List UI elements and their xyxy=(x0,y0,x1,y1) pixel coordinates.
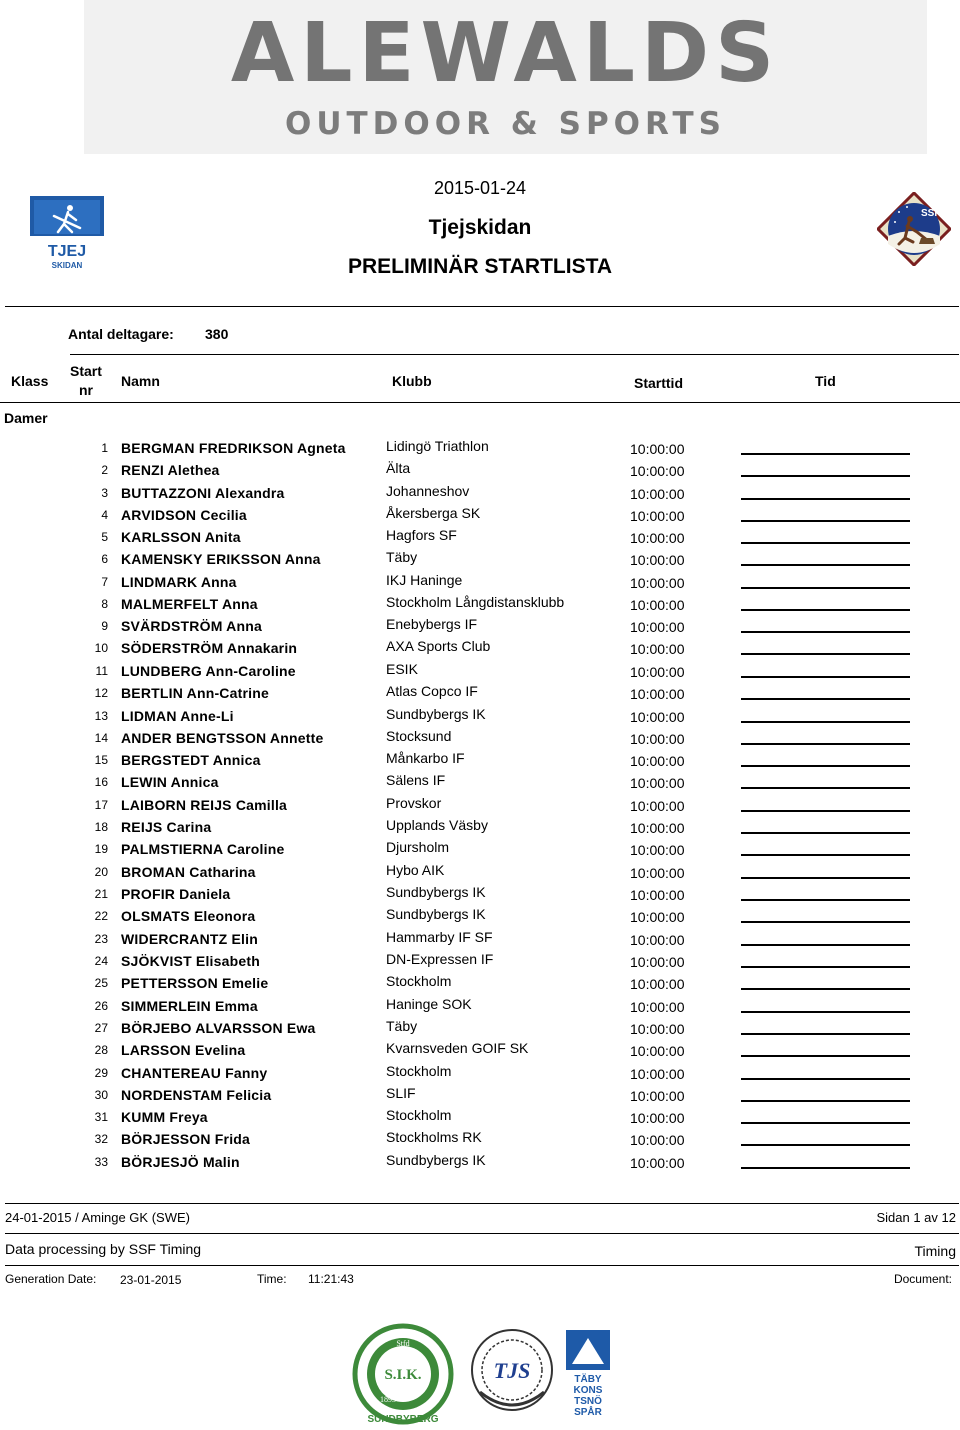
event-date: 2015-01-24 xyxy=(433,178,527,198)
athlete-name: BÖRJESJÖ Malin xyxy=(121,1154,240,1170)
start-number: 7 xyxy=(101,575,108,589)
start-time: 10:00:00 xyxy=(630,441,685,457)
club-name: Enebybergs IF xyxy=(386,616,478,632)
result-blank-line xyxy=(741,1122,910,1124)
table-row xyxy=(0,884,960,906)
result-blank-line xyxy=(741,564,910,566)
start-time: 10:00:00 xyxy=(630,976,685,992)
athlete-name: MALMERFELT Anna xyxy=(121,596,258,612)
start-time: 10:00:00 xyxy=(630,909,685,925)
page-indicator: Sidan 1 av 12 xyxy=(876,1210,956,1225)
athlete-name: LARSSON Evelina xyxy=(121,1042,246,1058)
timing-label: Timing xyxy=(914,1243,956,1259)
table-row xyxy=(0,460,960,482)
result-blank-line xyxy=(741,988,910,990)
club-name: Sundbybergs IK xyxy=(386,706,486,722)
table-row xyxy=(0,795,960,817)
result-blank-line xyxy=(741,653,910,655)
club-name: Älta xyxy=(386,460,411,476)
club-name: Månkarbo IF xyxy=(386,750,465,766)
club-name: IKJ Haninge xyxy=(386,572,463,588)
columns-bottom-rule xyxy=(0,402,960,403)
athlete-name: RENZI Alethea xyxy=(121,462,220,478)
club-name: Stockholms RK xyxy=(386,1129,482,1145)
start-time: 10:00:00 xyxy=(630,865,685,881)
result-blank-line xyxy=(741,1033,910,1035)
start-time: 10:00:00 xyxy=(630,842,685,858)
generation-date-value: 23-01-2015 xyxy=(120,1273,182,1287)
document-label: Document: xyxy=(893,1272,952,1286)
result-blank-line xyxy=(741,966,910,968)
table-row xyxy=(0,572,960,594)
athlete-name: BERGMAN FREDRIKSON Agneta xyxy=(121,440,346,456)
result-blank-line xyxy=(741,498,910,500)
table-row xyxy=(0,616,960,638)
start-time: 10:00:00 xyxy=(630,999,685,1015)
sik-top-text: Stfd xyxy=(396,1339,410,1348)
athlete-name: LEWIN Annica xyxy=(121,774,219,790)
athlete-name: ARVIDSON Cecilia xyxy=(121,507,247,523)
start-time: 10:00:00 xyxy=(630,1043,685,1059)
start-number: 25 xyxy=(94,976,108,990)
result-blank-line xyxy=(741,854,910,856)
start-number: 32 xyxy=(94,1132,108,1146)
time-label: Time: xyxy=(257,1272,287,1286)
start-time: 10:00:00 xyxy=(630,932,685,948)
athlete-name: REIJS Carina xyxy=(121,819,212,835)
club-name: Sundbybergs IK xyxy=(386,884,486,900)
start-time: 10:00:00 xyxy=(630,1132,685,1148)
club-name: Sälens IF xyxy=(386,772,446,788)
banner-subtitle: OUTDOOR & SPORTS xyxy=(285,106,726,142)
start-number: 5 xyxy=(101,530,108,544)
club-name: Täby xyxy=(386,549,418,565)
table-row xyxy=(0,661,960,683)
banner-title: ALEWALDS xyxy=(230,6,781,101)
start-number: 14 xyxy=(94,731,108,745)
club-name: Stockholm xyxy=(386,973,452,989)
club-name: ESIK xyxy=(386,661,418,677)
table-row xyxy=(0,929,960,951)
participants-count: 380 xyxy=(205,326,229,342)
start-number: 1 xyxy=(101,441,108,455)
athlete-name: WIDERCRANTZ Elin xyxy=(121,931,258,947)
table-row xyxy=(0,505,960,527)
result-blank-line xyxy=(741,787,910,789)
result-blank-line xyxy=(741,810,910,812)
svg-text:SKIDAN: SKIDAN xyxy=(51,261,83,270)
club-name: Täby xyxy=(386,1018,418,1034)
header-divider xyxy=(5,306,959,307)
club-name: Hammarby IF SF xyxy=(386,929,493,945)
start-time: 10:00:00 xyxy=(630,798,685,814)
result-blank-line xyxy=(741,1011,910,1013)
start-number: 3 xyxy=(101,486,108,500)
table-row xyxy=(0,527,960,549)
start-time: 10:00:00 xyxy=(630,1155,685,1171)
table-row xyxy=(0,1152,960,1174)
footer-venue: 24-01-2015 / Aminge GK (SWE) xyxy=(5,1210,190,1225)
col-klubb: Klubb xyxy=(392,373,432,389)
start-number: 24 xyxy=(94,954,108,968)
club-name: Atlas Copco IF xyxy=(386,683,478,699)
start-time: 10:00:00 xyxy=(630,731,685,747)
start-time: 10:00:00 xyxy=(630,530,685,546)
club-name: Stocksund xyxy=(386,728,452,744)
col-start: Start xyxy=(70,363,102,379)
athlete-name: SJÖKVIST Elisabeth xyxy=(121,953,260,969)
start-time: 10:00:00 xyxy=(630,508,685,524)
table-row xyxy=(0,772,960,794)
start-time: 10:00:00 xyxy=(630,709,685,725)
result-blank-line xyxy=(741,921,910,923)
start-number: 13 xyxy=(94,709,108,723)
result-blank-line xyxy=(741,698,910,700)
athlete-name: PROFIR Daniela xyxy=(121,886,231,902)
col-nr: nr xyxy=(79,382,93,398)
start-number: 8 xyxy=(101,597,108,611)
start-number: 9 xyxy=(101,619,108,633)
athlete-name: BERGSTEDT Annica xyxy=(121,752,261,768)
start-time: 10:00:00 xyxy=(630,686,685,702)
start-time: 10:00:00 xyxy=(630,575,685,591)
table-row xyxy=(0,1018,960,1040)
result-blank-line xyxy=(741,542,910,544)
athlete-name: KARLSSON Anita xyxy=(121,529,241,545)
start-number: 11 xyxy=(95,664,108,678)
start-number: 19 xyxy=(94,842,108,856)
club-name: Haninge SOK xyxy=(386,996,472,1012)
athlete-name: SÖDERSTRÖM Annakarin xyxy=(121,640,298,656)
club-name: Djursholm xyxy=(386,839,450,855)
col-klass: Klass xyxy=(11,373,49,389)
table-row xyxy=(0,1063,960,1085)
athlete-name: OLSMATS Eleonora xyxy=(121,908,256,924)
start-number: 26 xyxy=(94,999,108,1013)
start-number: 22 xyxy=(94,909,108,923)
start-number: 18 xyxy=(94,820,108,834)
col-starttid: Starttid xyxy=(634,375,683,391)
athlete-name: LINDMARK Anna xyxy=(121,574,237,590)
result-blank-line xyxy=(741,899,910,901)
start-number: 12 xyxy=(94,686,108,700)
club-name: Hagfors SF xyxy=(386,527,457,543)
result-blank-line xyxy=(741,944,910,946)
club-name: Lidingö Triathlon xyxy=(386,438,489,454)
svg-text:TJEJ: TJEJ xyxy=(47,243,87,260)
sik-year: 1893 xyxy=(380,1395,396,1404)
start-number: 29 xyxy=(94,1066,108,1080)
table-row xyxy=(0,594,960,616)
table-row xyxy=(0,1085,960,1107)
sik-name: SUNDBYBERG xyxy=(367,1414,439,1425)
col-tid: Tid xyxy=(815,373,836,389)
athlete-name: PALMSTIERNA Caroline xyxy=(121,841,285,857)
table-row xyxy=(0,906,960,928)
start-number: 2 xyxy=(101,463,108,477)
athlete-name: BÖRJESSON Frida xyxy=(121,1131,251,1147)
athlete-name: SIMMERLEIN Emma xyxy=(121,998,258,1014)
club-name: SLIF xyxy=(386,1085,416,1101)
taby-line-4: SPÅR xyxy=(574,1407,602,1418)
start-time: 10:00:00 xyxy=(630,1110,685,1126)
table-row xyxy=(0,996,960,1018)
start-time: 10:00:00 xyxy=(630,954,685,970)
table-row xyxy=(0,1129,960,1151)
result-blank-line xyxy=(741,676,910,678)
athlete-name: BÖRJEBO ALVARSSON Ewa xyxy=(121,1020,316,1036)
tjs-text: TJS xyxy=(493,1358,531,1383)
start-number: 33 xyxy=(94,1155,108,1169)
start-number: 31 xyxy=(94,1110,108,1124)
start-time: 10:00:00 xyxy=(630,463,685,479)
footer-mid-rule xyxy=(5,1233,959,1234)
club-name: Stockholm xyxy=(386,1107,452,1123)
athlete-name: LIDMAN Anne-Li xyxy=(121,708,234,724)
start-number: 4 xyxy=(101,508,108,522)
start-time: 10:00:00 xyxy=(630,597,685,613)
time-value: 11:21:43 xyxy=(308,1272,354,1286)
table-row xyxy=(0,1040,960,1062)
club-name: AXA Sports Club xyxy=(386,638,491,654)
athlete-name: BERTLIN Ann-Catrine xyxy=(121,685,269,701)
result-blank-line xyxy=(741,1167,910,1169)
club-name: Sundbybergs IK xyxy=(386,906,486,922)
result-blank-line xyxy=(741,1078,910,1080)
athlete-name: ANDER BENGTSSON Annette xyxy=(121,730,324,746)
table-row xyxy=(0,549,960,571)
start-number: 21 xyxy=(94,887,108,901)
club-name: Upplands Väsby xyxy=(386,817,488,833)
taby-konstsnospar-logo xyxy=(566,1330,610,1422)
start-time: 10:00:00 xyxy=(630,619,685,635)
taby-line-2: KONS xyxy=(573,1385,603,1396)
result-blank-line xyxy=(741,1055,910,1057)
table-row xyxy=(0,1107,960,1129)
table-row xyxy=(0,973,960,995)
participants-label: Antal deltagare: xyxy=(68,326,174,342)
tjs-logo xyxy=(466,1322,558,1422)
start-time: 10:00:00 xyxy=(630,820,685,836)
start-number: 6 xyxy=(101,552,108,566)
result-blank-line xyxy=(741,587,910,589)
start-number: 10 xyxy=(94,641,108,655)
start-number: 28 xyxy=(94,1043,108,1057)
data-processing-credit: Data processing by SSF Timing xyxy=(5,1241,202,1257)
table-row xyxy=(0,683,960,705)
club-name: Hybo AIK xyxy=(386,862,445,878)
start-time: 10:00:00 xyxy=(630,753,685,769)
start-time: 10:00:00 xyxy=(630,1066,685,1082)
start-number: 15 xyxy=(94,753,108,767)
athlete-name: PETTERSSON Emelie xyxy=(121,975,269,991)
start-time: 10:00:00 xyxy=(630,641,685,657)
start-number: 17 xyxy=(94,798,108,812)
start-time: 10:00:00 xyxy=(630,1021,685,1037)
athlete-name: LAIBORN REIJS Camilla xyxy=(121,797,288,813)
athlete-name: BROMAN Catharina xyxy=(121,864,256,880)
start-time: 10:00:00 xyxy=(630,775,685,791)
start-number: 16 xyxy=(94,775,108,789)
table-row xyxy=(0,438,960,460)
athlete-name: KUMM Freya xyxy=(121,1109,208,1125)
svg-text:SSF: SSF xyxy=(921,208,941,219)
table-row xyxy=(0,839,960,861)
result-blank-line xyxy=(741,631,910,633)
athlete-name: KAMENSKY ERIKSSON Anna xyxy=(121,551,321,567)
sponsor-banner xyxy=(84,0,927,154)
club-name: Åkersberga SK xyxy=(386,505,481,521)
result-blank-line xyxy=(741,475,910,477)
result-blank-line xyxy=(741,453,910,455)
result-blank-line xyxy=(741,832,910,834)
result-blank-line xyxy=(741,1100,910,1102)
result-blank-line xyxy=(741,765,910,767)
event-title: Tjejskidan xyxy=(428,216,532,239)
result-blank-line xyxy=(741,877,910,879)
start-number: 23 xyxy=(94,932,108,946)
start-time: 10:00:00 xyxy=(630,887,685,903)
result-blank-line xyxy=(741,520,910,522)
start-time: 10:00:00 xyxy=(630,486,685,502)
generation-date-label: Generation Date: xyxy=(5,1272,97,1286)
start-time: 10:00:00 xyxy=(630,552,685,568)
taby-line-3: TSNÖ xyxy=(574,1396,602,1407)
club-name: Stockholm Långdistansklubb xyxy=(386,594,565,610)
columns-top-rule xyxy=(70,354,959,355)
athlete-name: NORDENSTAM Felicia xyxy=(121,1087,272,1103)
footer-low-rule xyxy=(5,1265,959,1266)
sik-sundbyberg-logo xyxy=(350,1322,456,1426)
start-time: 10:00:00 xyxy=(630,664,685,680)
result-blank-line xyxy=(741,1144,910,1146)
start-number: 27 xyxy=(94,1021,108,1035)
athlete-name: BUTTAZZONI Alexandra xyxy=(121,485,285,501)
result-blank-line xyxy=(741,743,910,745)
sik-letters: S.I.K. xyxy=(384,1367,422,1383)
athlete-name: CHANTEREAU Fanny xyxy=(121,1065,268,1081)
start-time: 10:00:00 xyxy=(630,1088,685,1104)
table-row xyxy=(0,483,960,505)
list-title: PRELIMINÄR STARTLISTA xyxy=(347,255,613,278)
club-name: Johanneshov xyxy=(386,483,470,499)
club-name: DN-Expressen IF xyxy=(386,951,494,967)
club-name: Kvarnsveden GOIF SK xyxy=(386,1040,529,1056)
col-namn: Namn xyxy=(121,373,160,389)
result-blank-line xyxy=(741,609,910,611)
club-name: Stockholm xyxy=(386,1063,452,1079)
athlete-name: SVÄRDSTRÖM Anna xyxy=(121,618,262,634)
table-row xyxy=(0,750,960,772)
class-heading: Damer xyxy=(4,410,48,426)
club-name: Provskor xyxy=(386,795,442,811)
table-row xyxy=(0,862,960,884)
table-row xyxy=(0,951,960,973)
club-name: Sundbybergs IK xyxy=(386,1152,486,1168)
athlete-name: LUNDBERG Ann-Caroline xyxy=(121,663,296,679)
table-row xyxy=(0,638,960,660)
table-row xyxy=(0,817,960,839)
start-number: 30 xyxy=(94,1088,108,1102)
table-row xyxy=(0,706,960,728)
result-blank-line xyxy=(741,721,910,723)
start-number: 20 xyxy=(94,865,108,879)
taby-line-1: TÄBY xyxy=(574,1374,602,1385)
table-row xyxy=(0,728,960,750)
footer-top-rule xyxy=(5,1203,959,1204)
